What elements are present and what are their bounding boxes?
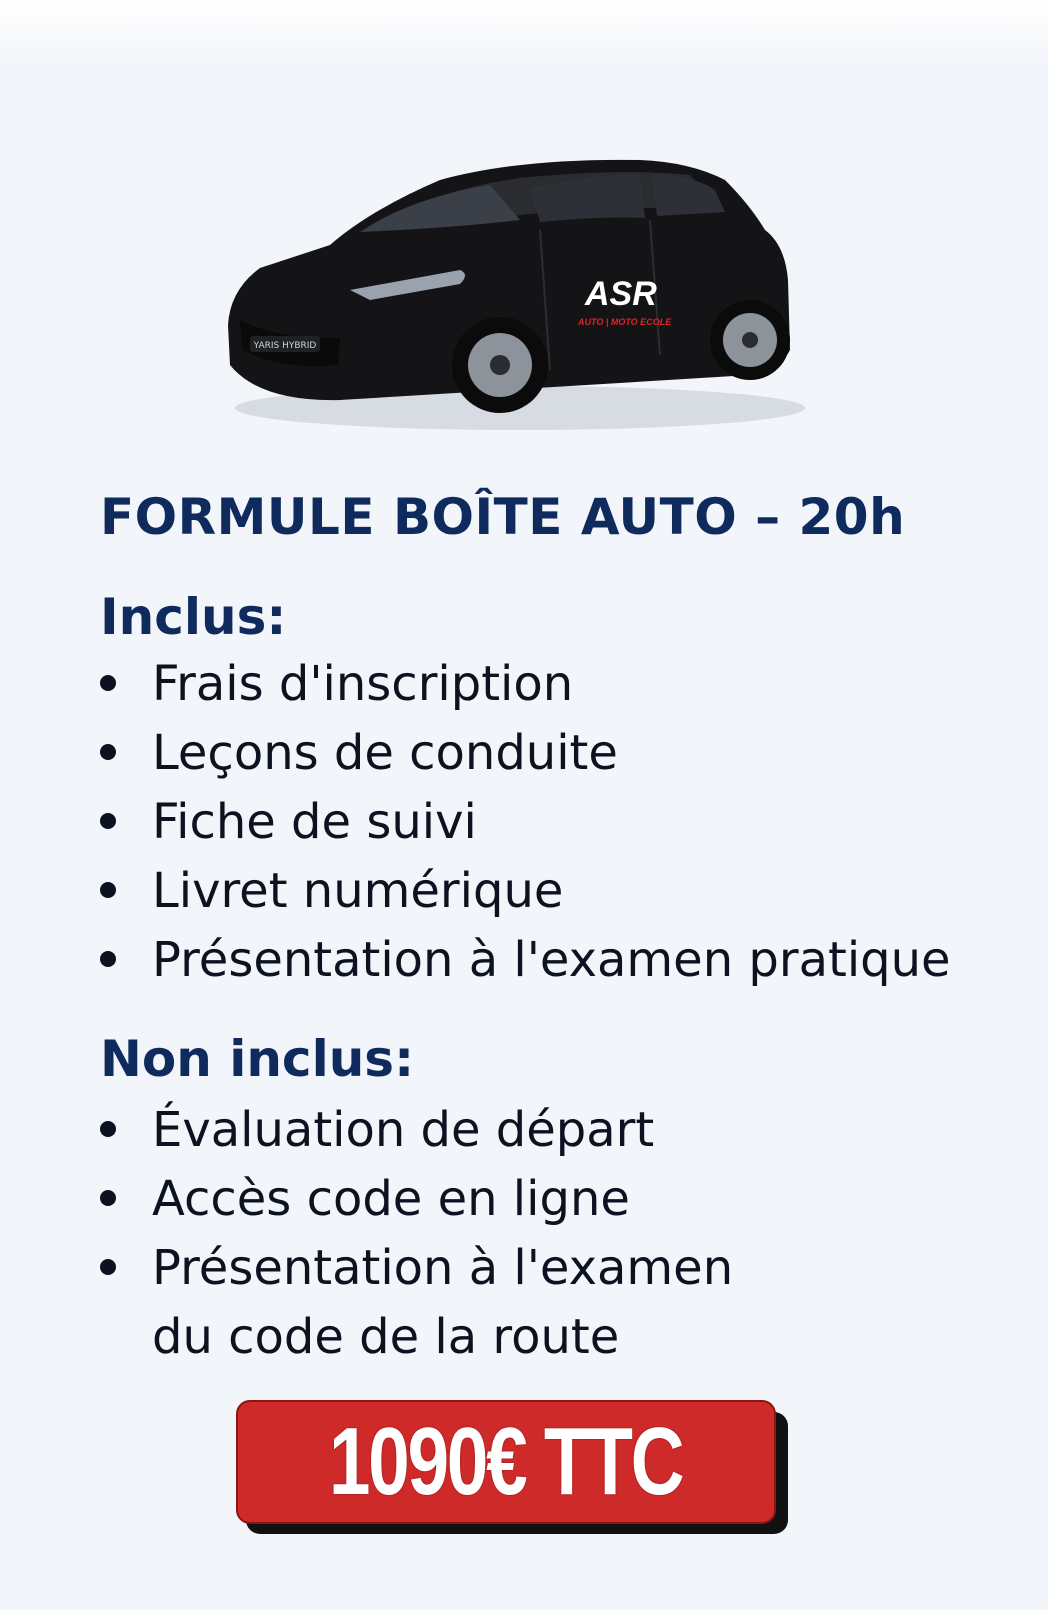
bullet-icon <box>100 813 116 829</box>
plate-text: YARIS HYBRID <box>253 341 317 351</box>
not-included-heading: Non inclus: <box>100 1030 415 1088</box>
included-heading: Inclus: <box>100 588 287 646</box>
list-item: Présentation à l'examen du code de la route <box>100 1234 792 1372</box>
bullet-icon <box>100 1190 116 1206</box>
bullet-icon <box>100 1121 116 1137</box>
included-list <box>100 650 951 995</box>
page-title: FORMULE BOÎTE AUTO – 20h <box>100 488 906 546</box>
list-item: Fiche de suivi <box>100 788 951 857</box>
list-item: Frais d'inscription <box>100 650 951 719</box>
bullet-icon <box>100 1259 116 1275</box>
car-logo-subtext: AUTO | MOTO ECOLE <box>578 317 672 327</box>
price-label: 1090€ TTC <box>329 1408 683 1515</box>
list-item: Leçons de conduite <box>100 719 951 788</box>
bullet-icon <box>100 744 116 760</box>
car-image <box>220 150 820 450</box>
price-badge <box>236 1400 776 1524</box>
bullet-icon <box>100 951 116 967</box>
list-item: Évaluation de départ <box>100 1096 792 1165</box>
list-item: Livret numérique <box>100 857 951 926</box>
car-logo-text: ASR <box>585 275 657 313</box>
bullet-icon <box>100 882 116 898</box>
not-included-list <box>100 1096 792 1372</box>
top-band <box>0 0 1048 62</box>
bullet-icon <box>100 675 116 691</box>
list-item: Présentation à l'examen pratique <box>100 926 951 995</box>
list-item: Accès code en ligne <box>100 1165 792 1234</box>
